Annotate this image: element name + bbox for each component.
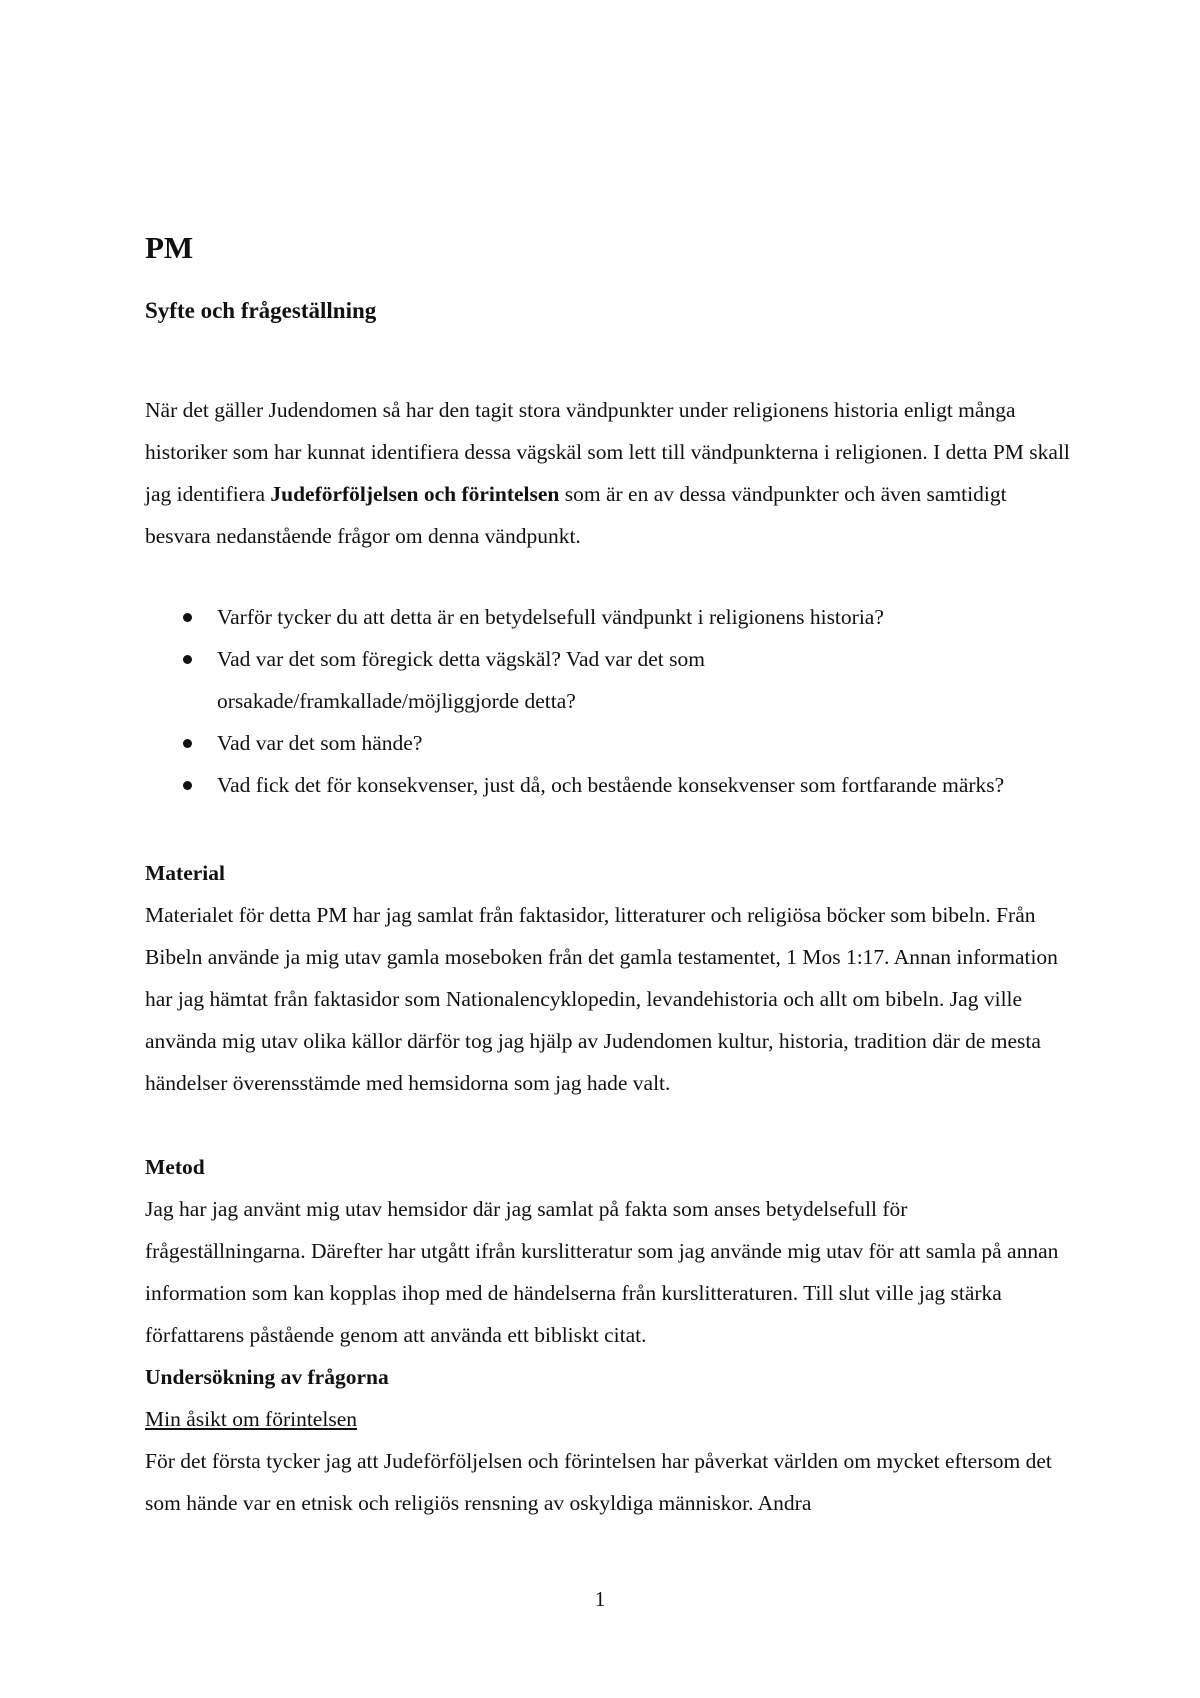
question-list	[145, 596, 1075, 806]
question-text: Vad fick det för konsekvenser, just då, och bestående konsekvenser som fortfarande märks?	[217, 773, 1005, 797]
intro-bold-topic: Judeförföljelsen och förintelsen	[270, 482, 560, 506]
bullet-icon	[183, 739, 192, 748]
question-text: Varför tycker du att detta är en betydelsefull vändpunkt i religionens historia?	[217, 605, 884, 629]
section-heading-metod: Metod	[145, 1155, 205, 1179]
list-item	[145, 638, 1075, 722]
bullet-icon	[183, 655, 192, 664]
list-item	[145, 722, 1075, 764]
question-text: Vad var det som hände?	[217, 731, 423, 755]
section-undersokning	[145, 1356, 1075, 1524]
section-heading-material: Material	[145, 861, 225, 885]
section-material	[145, 852, 1075, 1104]
page-number: 1	[594, 1587, 606, 1611]
undersokning-text: För det första tycker jag att Judeförföljelsen och förintelsen har påverkat världen om mycket eftersom det som hände var en etnisk och religiös rensning av oskyldiga människor. Andra	[145, 1449, 1052, 1515]
section-heading-syfte: Syfte och frågeställning	[145, 298, 377, 323]
material-text: Materialet för detta PM har jag samlat från faktasidor, litteraturer och religiösa böcker som bibeln. Från Bibeln använde ja mig utav gamla moseboken från det gamla testamentet, 1 Mos 1:17. Annan information har jag hämtat från faktasidor som Nationalencyklopedin, levandehistoria och allt om bibeln. Jag ville använda mig utav olika källor därför tog jag hjälp av Judendomen kultur, historia, tradition där de mesta händelser överensstämde med hemsidorna som jag hade valt.	[145, 903, 1058, 1095]
subsection-heading-asikt: Min åsikt om förintelsen	[145, 1407, 357, 1431]
list-item	[145, 764, 1075, 806]
section-heading-undersokning: Undersökning av frågorna	[145, 1365, 389, 1389]
document-title: PM	[145, 230, 194, 265]
intro-text-before: När det gäller Judendomen så har den tagit stora vändpunkter under religionens historia enligt många historiker som har kunnat identifiera dessa vägskäl som lett till vändpunkterna i religionen. I detta PM skall jag identifiera	[145, 398, 1070, 506]
intro-text-after: som är en av dessa vändpunkter och även samtidigt besvara nedanstående frågor om denna vändpunkt.	[145, 482, 1007, 548]
bullet-icon	[183, 613, 192, 622]
list-item	[145, 596, 1075, 638]
bullet-icon	[183, 781, 192, 790]
question-text: Vad var det som föregick detta vägskäl? Vad var det som orsakade/framkallade/möjliggjorde detta?	[217, 647, 705, 713]
intro-paragraph	[145, 389, 1075, 557]
section-metod	[145, 1146, 1075, 1356]
intro-text	[145, 389, 1075, 557]
metod-text: Jag har jag använt mig utav hemsidor där jag samlat på fakta som anses betydelsefull för frågeställningarna. Därefter har utgått ifrån kurslitteratur som jag använde mig utav för att samla på annan information som kan kopplas ihop med de händelserna från kurslitteraturen. Till slut ville jag stärka författarens påstående genom att använda ett bibliskt citat.	[145, 1197, 1059, 1347]
